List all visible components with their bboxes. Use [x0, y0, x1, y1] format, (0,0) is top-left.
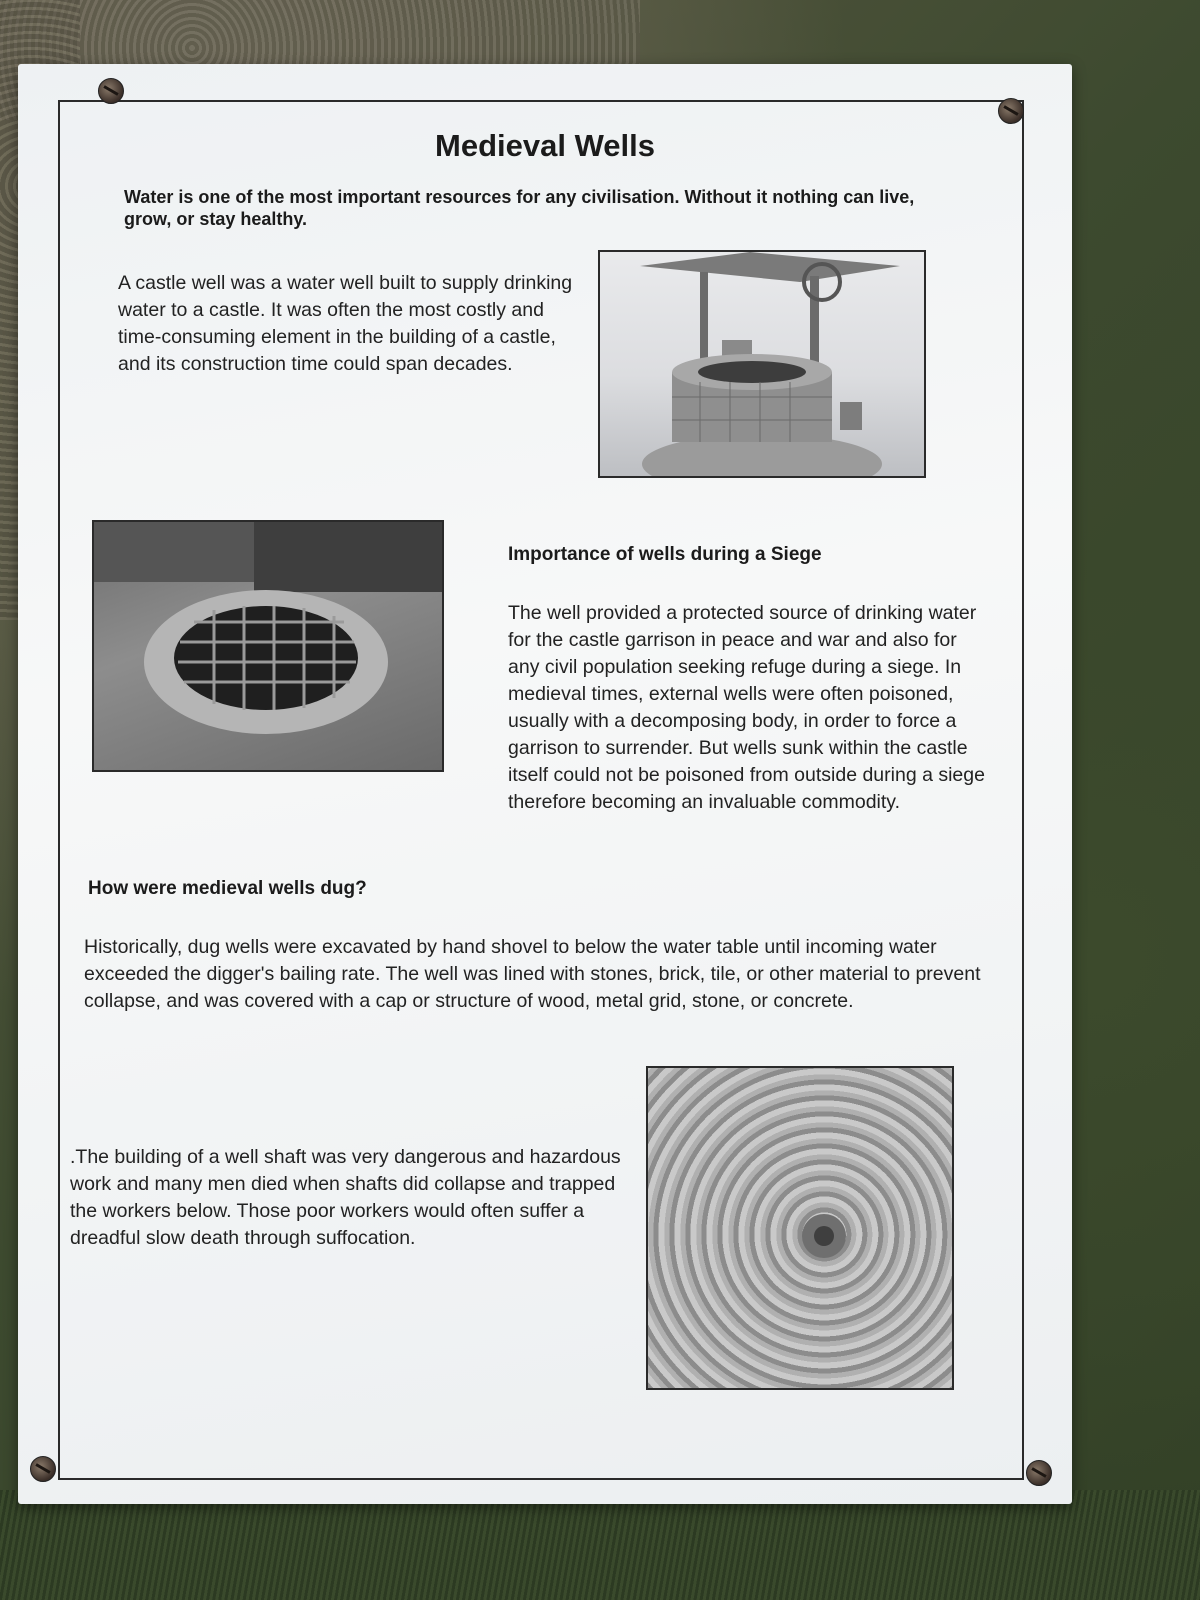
dug-paragraph: Historically, dug wells were excavated by hand shovel to below the water table until incoming water exceeded the digger's bailing rate. The well was lined with stones, brick, tile, or other material to prevent collapse, and was covered with a cap or structure of wood, metal grid, stone, or concrete.: [84, 936, 981, 1012]
sign-title: Medieval Wells: [435, 128, 655, 163]
well-shaft-looking-down-photo: [646, 1066, 954, 1390]
castle-well-paragraph: A castle well was a water well built to supply drinking water to a castle. It was often the most costly and time-consuming element in the building of a castle, and its construction time could span decades.: [118, 272, 573, 375]
intro-text: Water is one of the most important resources for any civilisation. Without it nothing can live, grow, or stay healthy.: [124, 187, 915, 229]
siege-heading: Importance of wells during a Siege: [508, 544, 822, 565]
screw-icon: [30, 1456, 56, 1482]
dug-heading: How were medieval wells dug?: [88, 878, 367, 899]
grated-well-opening-photo: [92, 520, 444, 772]
screw-icon: [98, 78, 124, 104]
siege-paragraph: The well provided a protected source of drinking water for the castle garrison in peace and war and also for any civil population seeking refuge during a siege. In medieval times, external wells were often poisoned, usually with a decomposing body, in order to force a garrison to surrender. But wells sunk within the castle itself could not be poisoned from outside during a siege therefore becoming an invaluable commodity.: [508, 602, 985, 813]
stone-well-with-roof-photo: [598, 250, 926, 478]
shaft-paragraph: .The building of a well shaft was very dangerous and hazardous work and many men died when shafts did collapse and trapped the workers below. Those poor workers would often suffer a dreadful slow death through suffocation.: [70, 1146, 621, 1249]
information-sign: [18, 64, 1072, 1504]
screw-icon: [998, 98, 1024, 124]
grass-ground: [0, 1490, 1200, 1600]
screw-icon: [1026, 1460, 1052, 1486]
